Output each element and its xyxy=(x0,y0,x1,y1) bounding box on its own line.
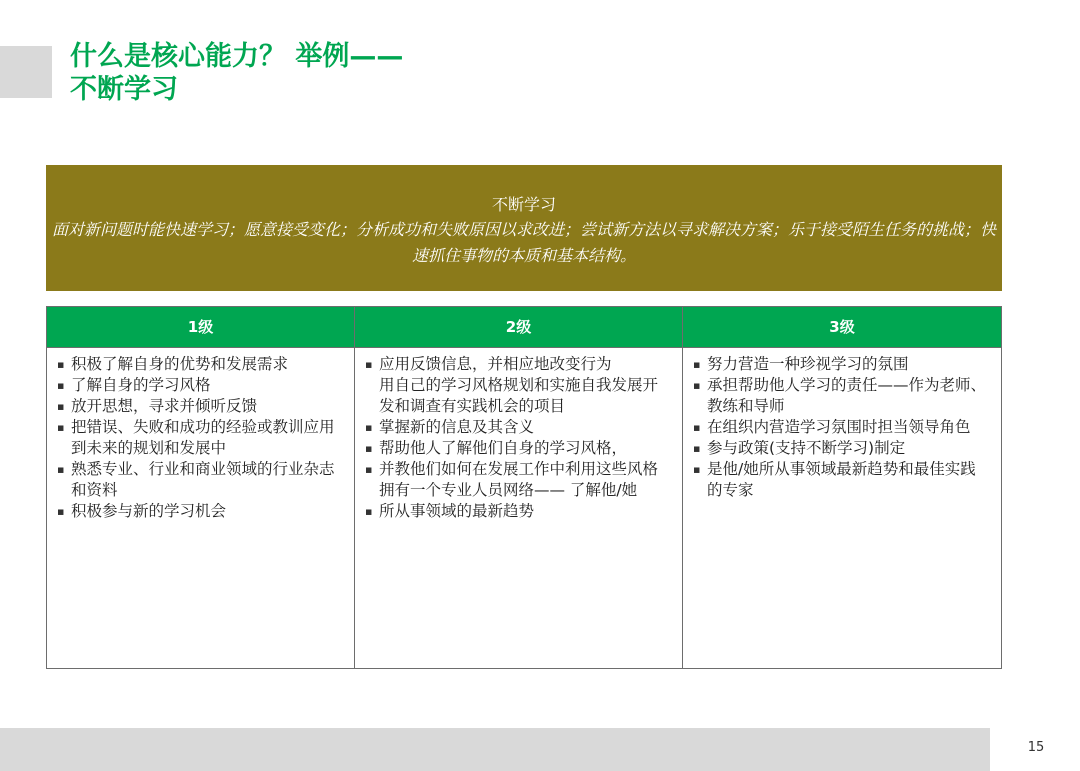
page-number: 15 xyxy=(992,728,1080,771)
level-3-list xyxy=(683,348,1001,501)
bullet-icon: ▪ xyxy=(57,379,65,392)
competency-description: 面对新问题时能快速学习；愿意接受变化；分析成功和失败原因以求改进；尝试新方法以寻求解决方案；乐于接受陌生任务的挑战；快速抓住事物的本质和基本结构。 xyxy=(52,220,997,265)
list-item: ▪ 并教他们如何在发展工作中利用这些风格 xyxy=(365,460,659,478)
bullet-icon: ▪ xyxy=(365,505,373,518)
bullet-icon: ▪ xyxy=(365,463,373,476)
bullet-icon: ▪ xyxy=(693,379,701,392)
level-header-1: 1级 xyxy=(47,307,354,348)
list-item: 拥有一个专业人员网络—— 了解他/她 xyxy=(379,481,638,499)
level-column-3 xyxy=(683,307,1001,668)
slide-title xyxy=(70,40,403,106)
list-item: ▪ 了解自身的学习风格 xyxy=(57,376,211,394)
list-item: 用自己的学习风格规划和实施自我发展开发和调查有实践机会的项目 xyxy=(379,376,659,415)
list-item: ▪ 积极了解自身的优势和发展需求 xyxy=(57,355,289,373)
level-2-list xyxy=(355,348,682,522)
list-item: ▪ 掌握新的信息及其含义 xyxy=(365,418,535,436)
bullet-icon: ▪ xyxy=(365,358,373,371)
footer-bar xyxy=(0,728,990,771)
bullet-icon: ▪ xyxy=(57,463,65,476)
list-item: ▪ 放开思想，寻求并倾听反馈 xyxy=(57,397,258,415)
slide-title-line-1: 什么是核心能力？ 举例—— xyxy=(70,41,404,72)
bullet-icon: ▪ xyxy=(57,421,65,434)
level-column-2 xyxy=(355,307,683,668)
bullet-icon: ▪ xyxy=(365,421,373,434)
list-item: ▪ 努力营造一种珍视学习的氛围 xyxy=(693,355,909,373)
bullet-icon: ▪ xyxy=(57,358,65,371)
bullet-icon: ▪ xyxy=(57,505,65,518)
bullet-icon: ▪ xyxy=(693,463,701,476)
list-item: ▪ 积极参与新的学习机会 xyxy=(57,502,227,520)
bullet-icon: ▪ xyxy=(693,442,701,455)
list-item: ▪ 在组织内营造学习氛围时担当领导角色 xyxy=(693,418,971,436)
list-item: ▪ 帮助他人了解他们自身的学习风格， xyxy=(365,439,628,457)
competency-title: 不断学习 xyxy=(491,195,556,214)
bullet-icon: ▪ xyxy=(693,358,701,371)
slide-title-line-2: 不断学习 xyxy=(70,74,178,105)
list-item: ▪ 熟悉专业、行业和商业领域的行业杂志和资料 xyxy=(57,460,335,499)
level-1-list xyxy=(47,348,354,522)
list-item: ▪ 是他/她所从事领域最新趋势和最佳实践的专家 xyxy=(693,460,976,499)
bullet-icon: ▪ xyxy=(57,400,65,413)
list-item: ▪ 承担帮助他人学习的责任——作为老师、教练和导师 xyxy=(693,376,987,415)
list-item: ▪ 参与政策(支持不断学习)制定 xyxy=(693,439,906,457)
level-header-3: 3级 xyxy=(683,307,1001,348)
corner-accent-block xyxy=(0,46,52,98)
list-item: ▪ 把错误、失败和成功的经验或教训应用到未来的规划和发展中 xyxy=(57,418,335,457)
competency-banner xyxy=(46,165,1002,291)
bullet-icon: ▪ xyxy=(365,442,373,455)
level-table xyxy=(46,306,1002,669)
level-column-1 xyxy=(47,307,355,668)
bullet-icon: ▪ xyxy=(693,421,701,434)
list-item: ▪ 应用反馈信息，并相应地改变行为 xyxy=(365,355,612,373)
list-item: ▪ 所从事领域的最新趋势 xyxy=(365,502,535,520)
level-header-2: 2级 xyxy=(355,307,682,348)
